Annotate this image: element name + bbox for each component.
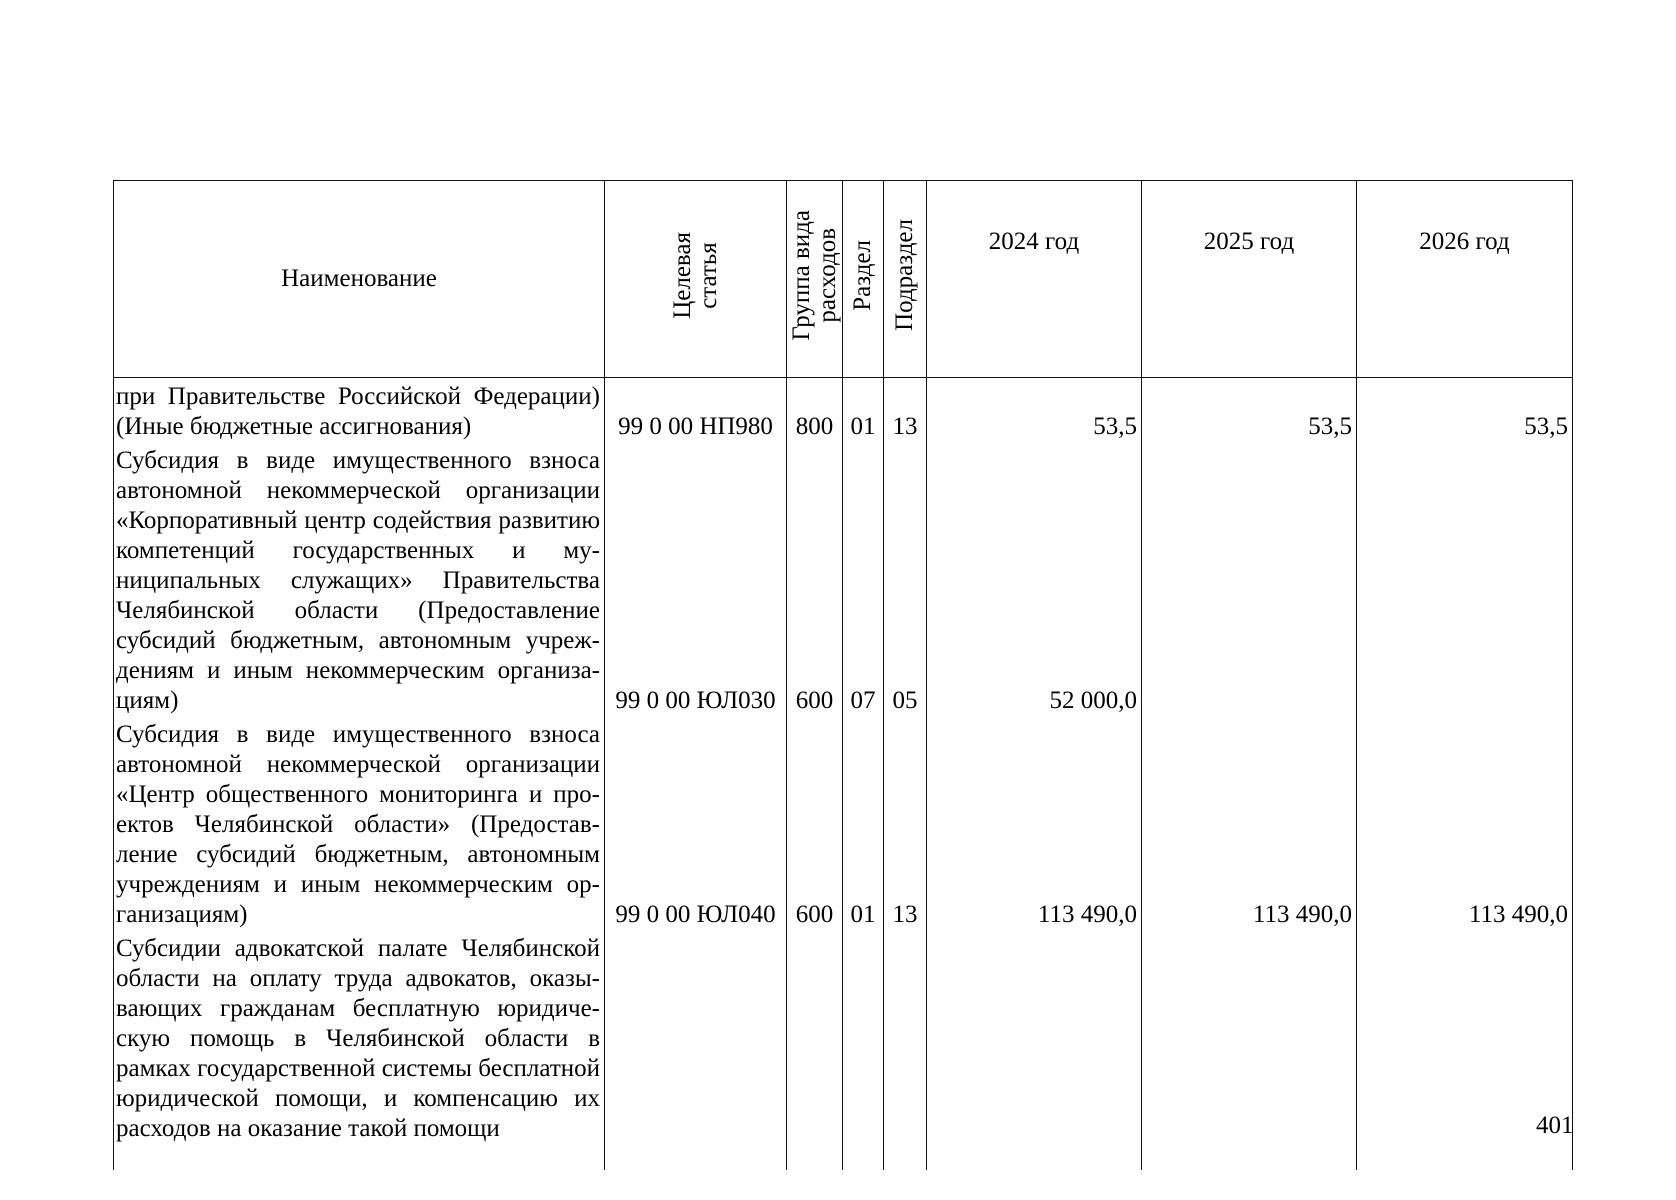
row-2026: 53,5 bbox=[1357, 378, 1573, 443]
table-row bbox=[114, 378, 1573, 443]
row-2026 bbox=[1357, 442, 1573, 716]
header-name: Наименование bbox=[114, 181, 605, 378]
table-row bbox=[114, 930, 1573, 1170]
header-2025: 2025 год bbox=[1142, 181, 1357, 378]
row-2024: 52 000,0 bbox=[927, 442, 1142, 716]
row-name: Субсидия в виде имущественного взноса автономной некоммерческой организации «Корпоративный центр содействия развитию компетенций государственных и муниципальных служащих» Правительства Челябинской области (Предоставление субсидий бюджетным, автономным учреждениям и иным некоммерческим организациям) bbox=[114, 442, 605, 716]
header-subsection: Подраздел bbox=[884, 181, 927, 378]
row-subsection: 05 bbox=[884, 442, 927, 716]
row-subsection: 13 bbox=[884, 716, 927, 930]
row-subsection bbox=[884, 930, 927, 1170]
row-2025: 53,5 bbox=[1142, 378, 1357, 443]
row-name: при Правительстве Российской Федерации) (Иные бюджетные ассигнования) bbox=[114, 378, 605, 443]
row-group: 800 bbox=[787, 378, 843, 443]
row-2025 bbox=[1142, 442, 1357, 716]
row-target bbox=[605, 930, 787, 1170]
table-row bbox=[114, 442, 1573, 716]
row-section bbox=[843, 930, 884, 1170]
row-2026: 113 490,0 bbox=[1357, 716, 1573, 930]
row-target: 99 0 00 НП980 bbox=[605, 378, 787, 443]
header-target: Целевая статья bbox=[605, 181, 787, 378]
row-section: 01 bbox=[843, 716, 884, 930]
row-2024: 53,5 bbox=[927, 378, 1142, 443]
table-row bbox=[114, 716, 1573, 930]
row-2024 bbox=[927, 930, 1142, 1170]
row-section: 01 bbox=[843, 378, 884, 443]
budget-table bbox=[113, 180, 1573, 1170]
row-target: 99 0 00 ЮЛ030 bbox=[605, 442, 787, 716]
row-name: Субсидии адвокатской палате Челябинской области на оплату труда адвокатов, оказывающих гражданам бесплатную юридическую помощь в Челябинской области в рамках государственной системы бесплатной юридической помощи, и компенсацию их расходов на оказание такой помощи bbox=[114, 930, 605, 1170]
row-subsection: 13 bbox=[884, 378, 927, 443]
row-group: 600 bbox=[787, 716, 843, 930]
row-section: 07 bbox=[843, 442, 884, 716]
row-2025: 113 490,0 bbox=[1142, 716, 1357, 930]
header-2026: 2026 год bbox=[1357, 181, 1573, 378]
row-2025 bbox=[1142, 930, 1357, 1170]
header-group: Группа вида расходов bbox=[787, 181, 843, 378]
table-header-row bbox=[114, 181, 1573, 378]
header-2024: 2024 год bbox=[927, 181, 1142, 378]
row-group bbox=[787, 930, 843, 1170]
row-target: 99 0 00 ЮЛ040 bbox=[605, 716, 787, 930]
row-2024: 113 490,0 bbox=[927, 716, 1142, 930]
row-name: Субсидия в виде имущественного взноса автономной некоммерческой организации «Центр общественного мониторинга и проектов Челябинской области» (Предоставление субсидий бюджетным, автономным учреждениям и иным некоммерческим организациям) bbox=[114, 716, 605, 930]
row-group: 600 bbox=[787, 442, 843, 716]
page-number: 401 bbox=[1536, 1112, 1574, 1139]
header-section: Раздел bbox=[843, 181, 884, 378]
